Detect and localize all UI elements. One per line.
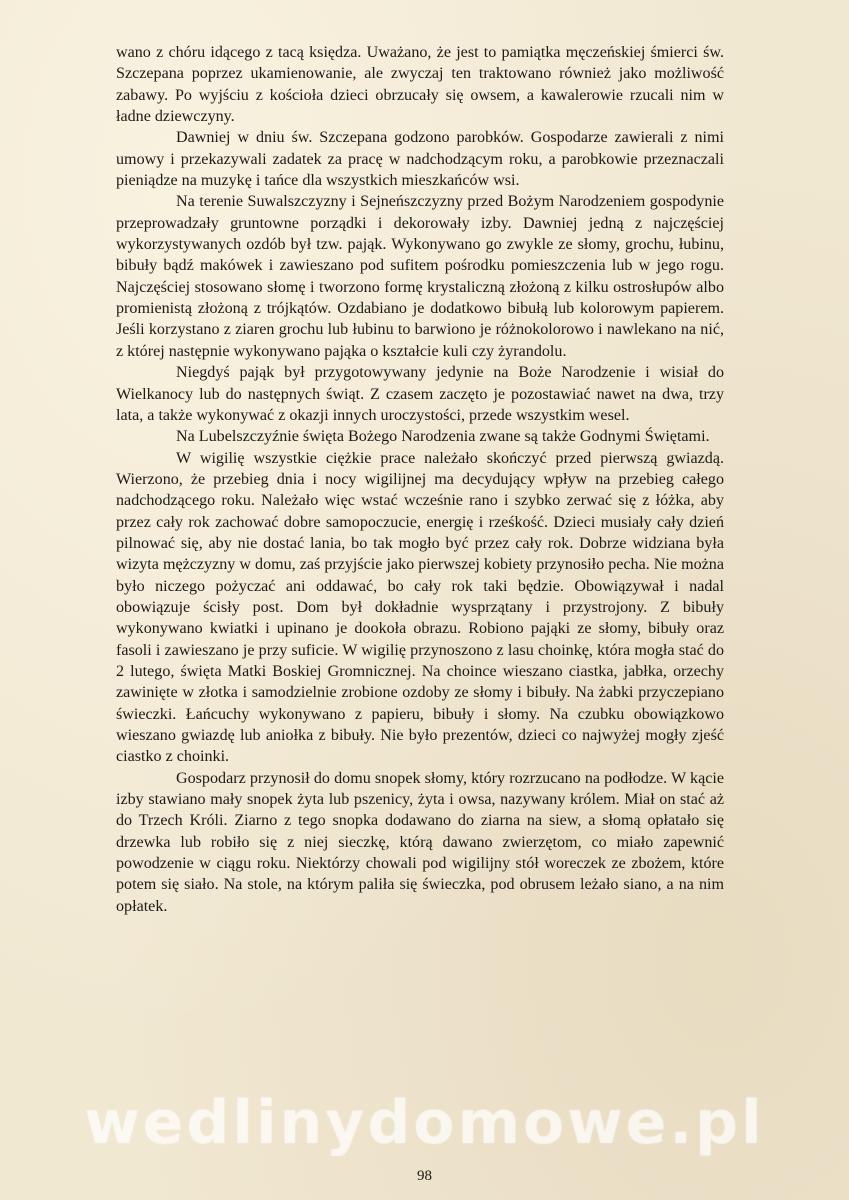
page-number: 98 (417, 1168, 432, 1184)
body-text (116, 42, 724, 917)
paragraph-1: wano z chóru idącego z tacą księdza. Uważano, że jest to pamiątka męczeńskiej śmierci św. Szczepana poprzez ukamienowanie, ale zwyczaj ten traktowano również jako możliwość zabawy. Po wyjściu z kościoła dzieci obrzucały się owsem, a kawalerowie rzucali nim w ładne dziewczyny. (116, 44, 724, 126)
paragraph-7: Gospodarz przynosił do domu snopek słomy, który rozrzucano na podłodze. W kącie izby stawiano mały snopek żyta lub pszenicy, żyta i owsa, nazywany królem. Miał on stać aż do Trzech Króli. Ziarno z tego snopka dodawano do ziarna na siew, a słomą opłatało się drzewka lub robiło się z niej sieczkę, którą dawano zwierzętom, co miało zapewnić powodzenie w ciągu roku. Niektórzy chowali pod wigilijny stół woreczek ze zbożem, które potem się siało. Na stole, na którym paliła się świeczka, pod obrusem leżało siano, a na nim opłatek. (116, 769, 724, 915)
paragraph-4: Niegdyś pająk był przygotowywany jedynie na Boże Narodzenie i wisiał do Wielkanocy lub do następnych świąt. Z czasem zaczęto je pozostawiać nawet na dwa, trzy lata, a także wykonywać z okazji innych uroczystości, przede wszystkim wesel. (116, 364, 724, 424)
paragraph-3: Na terenie Suwalszczyzny i Sejneńszczyzny przed Bożym Narodzeniem gospodynie przeprowadzały gruntowne porządki i dekorowały izby. Dawniej jedną z najczęściej wykorzystywanych ozdób był tzw. pająk. Wykonywano go zwykle ze słomy, grochu, łubinu, bibuły bądź makówek i zawieszano pod sufitem pośrodku pomieszczenia lub w jego rogu. Najczęściej stosowano słomę i tworzono formę krystaliczną złożoną z kilku ostrosłupów albo promienistą złożoną z trójkątów. Ozdabiano je dodatkowo bibułą lub kolorowym papierem. Jeśli korzystano z ziaren grochu lub łubinu to barwiono je różnokolorowo i nawlekano na nić, z której następnie wykonywano pająka o kształcie kuli czy żyrandolu. (116, 193, 724, 360)
watermark: wedlinydomowe.pl (84, 1088, 765, 1158)
paragraph-5: Na Lubelszczyźnie święta Bożego Narodzenia zwane są także Godnymi Świętami. (176, 428, 710, 446)
paragraph-6: W wigilię wszystkie ciężkie prace należało skończyć przed pierwszą gwiazdą. Wierzono, że przebieg dnia i nocy wigilijnej ma decydujący wpływ na przebieg całego nadchodzącego roku. Należało więc wstać wcześnie rano i szybko zerwać się z łóżka, aby przez cały rok zachować dobre samopoczucie, energię i rześkość. Dzieci musiały cały dzień pilnować się, aby nie dostać lania, bo tak mogło być przez cały rok. Dobrze widziana była wizyta mężczyzny w domu, zaś przyjście jako pierwszej kobiety przynosiło pecha. Nie można było niczego pożyczać ani oddawać, bo cały rok taki będzie. Obowiązywał i nadal obowiązuje ścisły post. Dom był dokładnie wysprzątany i przystrojony. Z bibuły wykonywano kwiatki i upinano je dookoła obrazu. Robiono pająki ze słomy, bibuły oraz fasoli i zawieszano je przy suficie. W wigilię przynoszono z lasu choinkę, która mogła stać do 2 lutego, święta Matki Boskiej Gromnicznej. Na choince wieszano ciastka, jabłka, orzechy zawinięte w złotka i samodzielnie zrobione ozdoby ze słomy i bibuły. Na żabki przyczepiano świeczki. Łańcuchy wykonywano z papieru, bibuły i słomy. Na czubku obowiązkowo wieszano gwiazdę lub aniołka z bibuły. Nie było prezentów, dzieci co najwyżej mogły zjeść ciastko z choinki. (116, 449, 724, 766)
paragraph-2: Dawniej w dniu św. Szczepana godzono parobków. Gospodarze zawierali z nimi umowy i przekazywali zadatek za pracę w nadchodzącym roku, a parobkowie przeznaczali pieniądze na muzykę i tańce dla wszystkich mieszkańców wsi. (116, 129, 724, 190)
